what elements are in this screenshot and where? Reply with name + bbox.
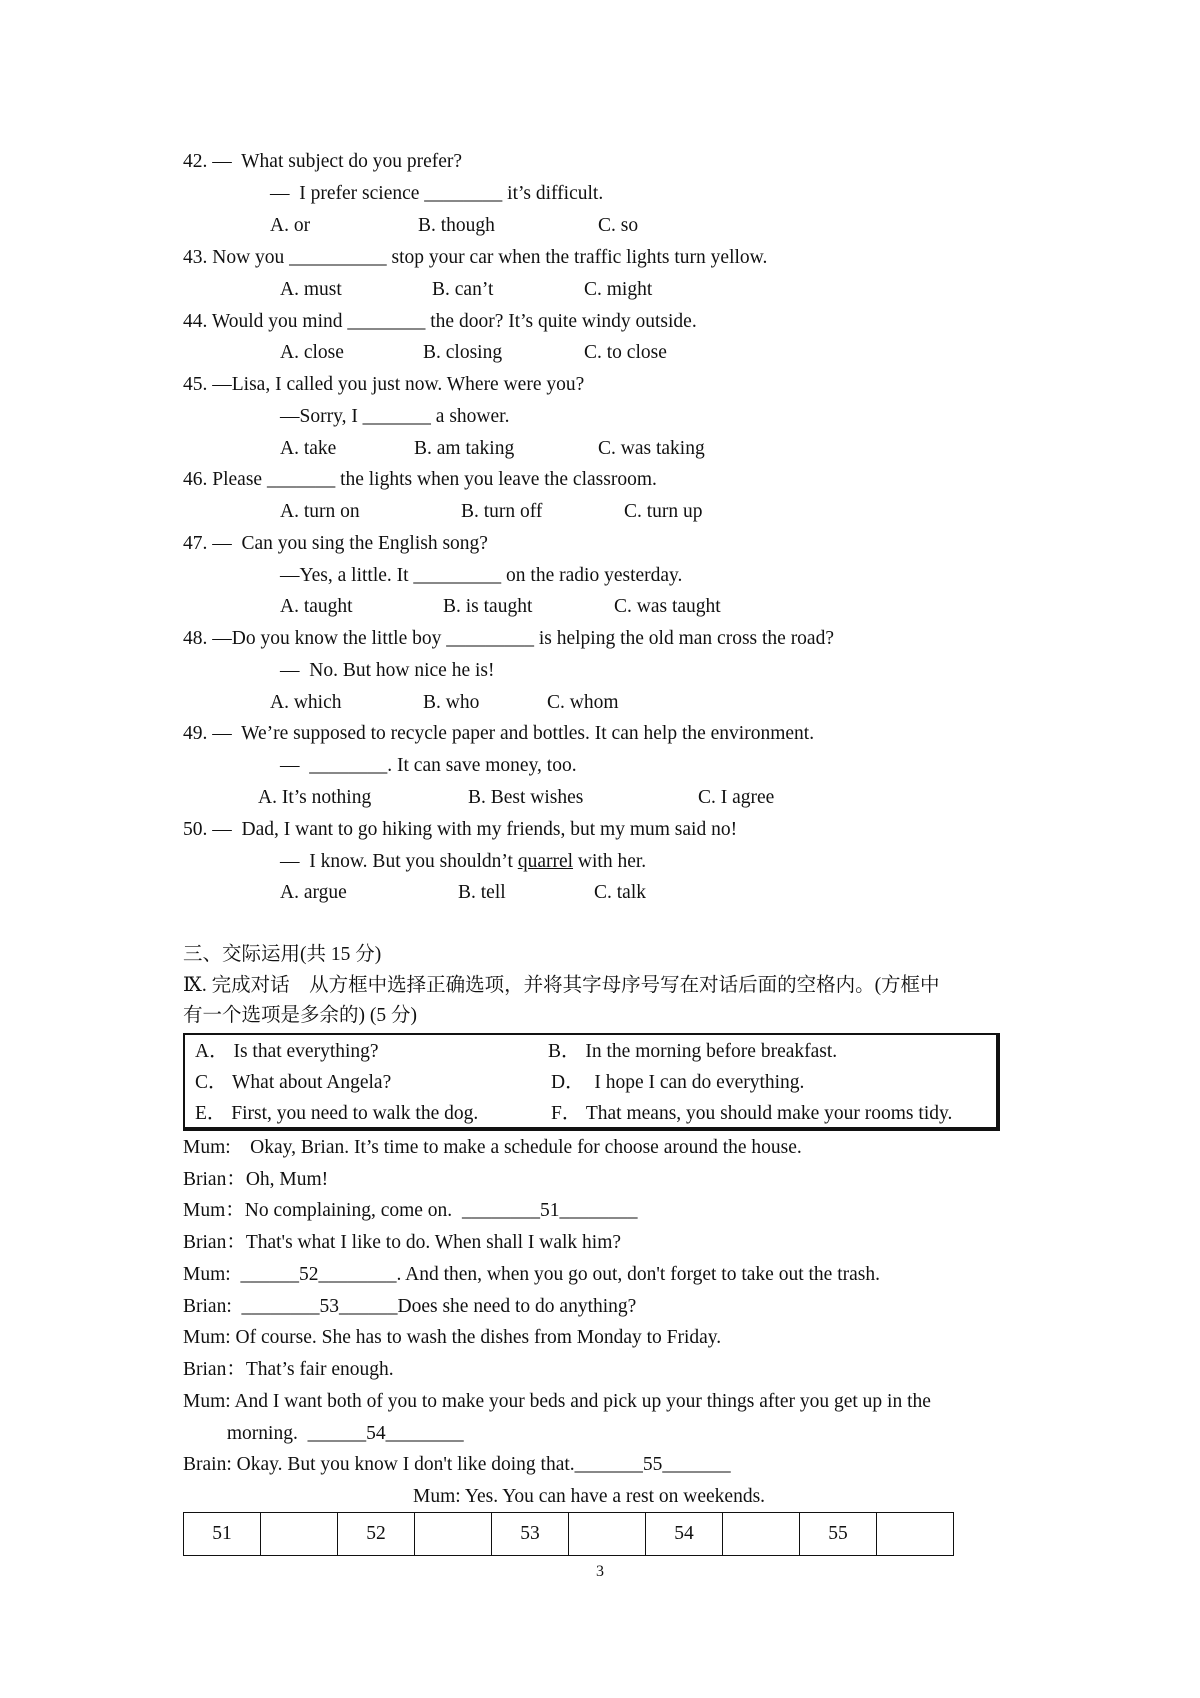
box-option-a: A． Is that everything? — [195, 1041, 379, 1062]
answer-cell-52[interactable] — [415, 1513, 492, 1556]
blank-51[interactable]: ________51________ — [461, 1200, 638, 1221]
section-heading: 三、交际运用(共 15 分) — [183, 944, 382, 965]
dialogue-line: Mum: ______52________. And then, when you go out, don't forget to take out the trash. — [183, 1264, 880, 1285]
dialogue-line: Brian：That's what I like to do. When shall I walk him? — [183, 1232, 622, 1253]
dialogue-line: Mum：No complaining, come on. ________51________ — [183, 1200, 638, 1221]
dialogue-line: Mum: Of course. She has to wash the dishes from Monday to Friday. — [183, 1327, 722, 1348]
q48-prompt: 48. —Do you know the little boy _________ is helping the old man cross the road? — [183, 628, 834, 649]
q50-underlined-word: quarrel — [517, 851, 574, 872]
q42-option-b: B. though — [418, 215, 495, 236]
section-instruction-line-1: Ⅸ. 完成对话 从方框中选择正确选项，并将其字母序号写在对话后面的空格内。(方框中 — [183, 975, 940, 996]
q47-prompt: 47. — Can you sing the English song? — [183, 533, 488, 554]
blank-54[interactable]: ______54________ — [307, 1423, 464, 1444]
box-option-d: D． I hope I can do everything. — [551, 1072, 805, 1093]
q42-option-a: A. or — [270, 215, 311, 236]
q43-option-c: C. might — [584, 279, 653, 300]
q50-option-c: C. talk — [594, 882, 646, 903]
dialogue-line: Brian：That’s fair enough. — [183, 1359, 394, 1380]
q48-option-c: C. whom — [547, 692, 619, 713]
answer-cell-55[interactable] — [877, 1513, 954, 1556]
q50-prompt: 50. — Dad, I want to go hiking with my friends, but my mum said no! — [183, 819, 738, 840]
q45-prompt: 45. —Lisa, I called you just now. Where were you? — [183, 374, 585, 395]
q49-prompt: 49. — We’re supposed to recycle paper and bottles. It can help the environment. — [183, 723, 815, 744]
q45-option-a: A. take — [280, 438, 337, 459]
q45-option-b: B. am taking — [414, 438, 515, 459]
q43-option-a: A. must — [280, 279, 342, 300]
answer-label-52: 52 — [338, 1513, 415, 1556]
box-option-b: B． In the morning before breakfast. — [548, 1041, 838, 1062]
q48-reply: — No. But how nice he is! — [280, 660, 495, 681]
q44-option-c: C. to close — [584, 342, 667, 363]
q49-reply: — ________. It can save money, too. — [280, 755, 577, 776]
q46-prompt: 46. Please _______ the lights when you leave the classroom. — [183, 469, 657, 490]
q49-answer-blank[interactable]: ________ — [309, 755, 388, 776]
box-option-f: F． That means, you should make your rooms tidy. — [551, 1103, 953, 1124]
answer-table — [183, 1512, 954, 1556]
answer-cell-54[interactable] — [723, 1513, 800, 1556]
dialogue-line: morning. ______54________ — [183, 1423, 464, 1444]
q43-option-b: B. can’t — [432, 279, 494, 300]
blank-52[interactable]: ______52________ — [240, 1264, 397, 1285]
page-number: 3 — [596, 1563, 604, 1580]
q48-option-b: B. who — [423, 692, 480, 713]
q42-option-c: C. so — [598, 215, 639, 236]
q47-option-c: C. was taught — [614, 596, 721, 617]
blank-55[interactable]: _______55_______ — [574, 1454, 731, 1475]
q43-prompt: 43. Now you __________ stop your car when the traffic lights turn yellow. — [183, 247, 768, 268]
dialogue-line: Mum: Okay, Brian. It’s time to make a schedule for choose around the house. — [183, 1137, 802, 1158]
q44-prompt: 44. Would you mind ________ the door? It’s quite windy outside. — [183, 311, 697, 332]
q44-option-b: B. closing — [423, 342, 503, 363]
dialogue-line: Brian: ________53______Does she need to do anything? — [183, 1296, 637, 1317]
answer-cell-53[interactable] — [569, 1513, 646, 1556]
table-row — [184, 1513, 954, 1556]
box-option-c: C． What about Angela? — [195, 1072, 392, 1093]
q46-option-a: A. turn on — [280, 501, 360, 522]
section-instruction-line-2: 有一个选项是多余的) (5 分) — [183, 1005, 417, 1026]
blank-53[interactable]: ________53______ — [241, 1296, 398, 1317]
q45-reply: —Sorry, I _______ a shower. — [280, 406, 510, 427]
dialogue-line: Mum: Yes. You can have a rest on weekends. — [413, 1486, 766, 1507]
q47-reply: —Yes, a little. It _________ on the radio yesterday. — [280, 565, 683, 586]
dialogue-line: Mum: And I want both of you to make your beds and pick up your things after you get up in the — [183, 1391, 931, 1412]
dialogue-line: Brain: Okay. But you know I don't like doing that._______55_______ — [183, 1454, 731, 1475]
q49-option-a: A. It’s nothing — [258, 787, 372, 808]
q47-option-a: A. taught — [280, 596, 353, 617]
q47-option-b: B. is taught — [443, 596, 533, 617]
q46-option-b: B. turn off — [461, 501, 543, 522]
answer-label-54: 54 — [646, 1513, 723, 1556]
box-option-e: E． First, you need to walk the dog. — [195, 1103, 479, 1124]
q50-option-b: B. tell — [458, 882, 506, 903]
q42-reply: — I prefer science ________ it’s difficult. — [270, 183, 604, 204]
q42-prompt: 42. — What subject do you prefer? — [183, 151, 463, 172]
q46-option-c: C. turn up — [624, 501, 703, 522]
q49-option-b: B. Best wishes — [468, 787, 584, 808]
q50-reply: — I know. But you shouldn’t quarrel with her. — [280, 851, 647, 872]
answer-label-53: 53 — [492, 1513, 569, 1556]
answer-label-55: 55 — [800, 1513, 877, 1556]
q50-option-a: A. argue — [280, 882, 347, 903]
q44-option-a: A. close — [280, 342, 344, 363]
q45-option-c: C. was taking — [598, 438, 705, 459]
q49-option-c: C. I agree — [698, 787, 775, 808]
dialogue-line: Brian：Oh, Mum! — [183, 1169, 329, 1190]
q48-option-a: A. which — [270, 692, 342, 713]
answer-label-51: 51 — [184, 1513, 261, 1556]
answer-cell-51[interactable] — [261, 1513, 338, 1556]
